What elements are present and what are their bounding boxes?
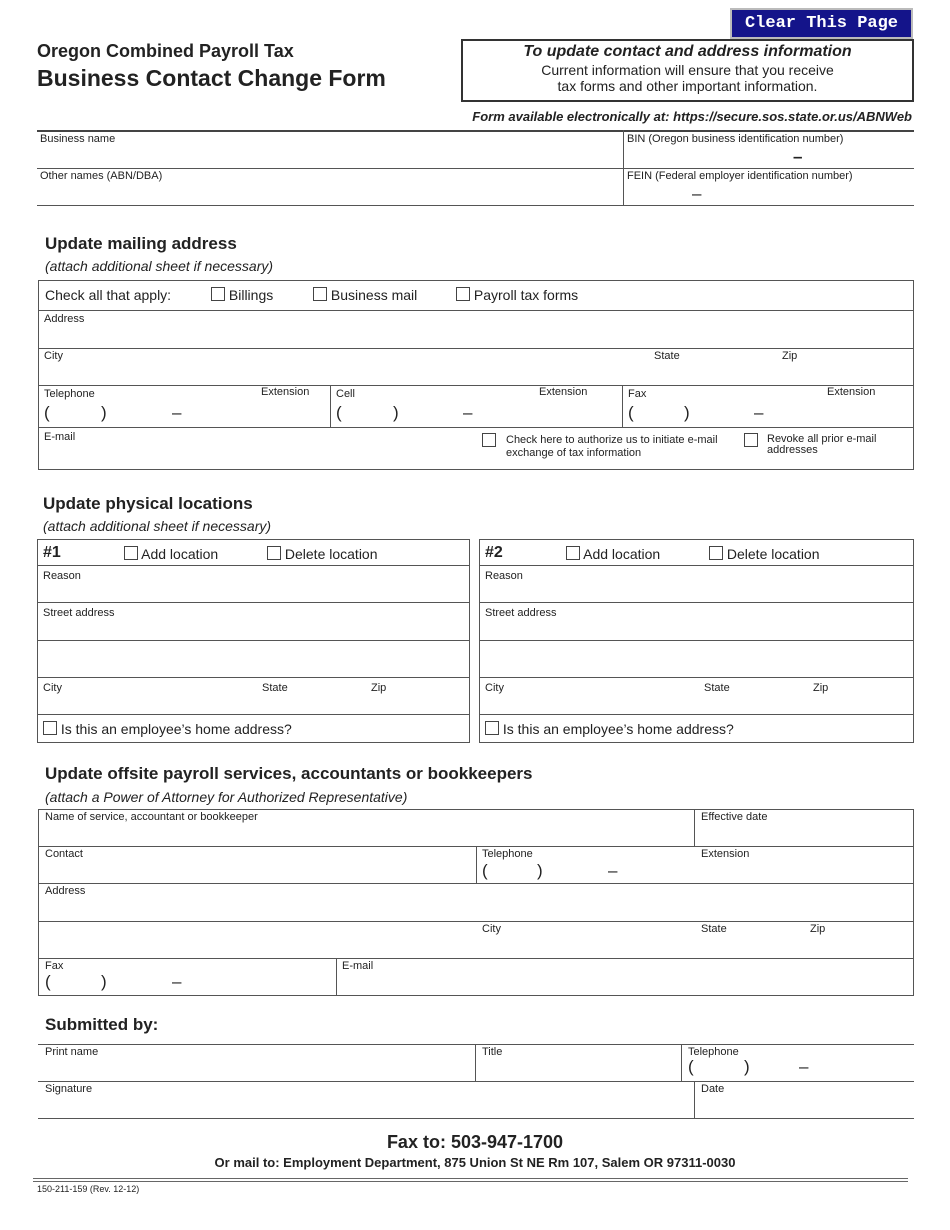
location-1-box (37, 539, 470, 743)
location-1-add-option[interactable] (124, 546, 218, 562)
close-paren: ) (101, 972, 107, 991)
offsite-telephone-label: Telephone (482, 848, 533, 860)
location-1-street-line2-field[interactable] (43, 644, 465, 674)
home-address-label: Is this an employee’s home address? (60, 721, 292, 737)
divider (37, 130, 914, 132)
divider (37, 602, 470, 603)
divider (38, 958, 914, 959)
mailing-zip-label: Zip (782, 350, 798, 362)
location-2-reason-field[interactable] (485, 584, 909, 600)
signature-field[interactable] (45, 1097, 689, 1116)
offsite-email-field[interactable] (342, 974, 910, 993)
location-1-city-state-zip-field[interactable] (43, 696, 465, 712)
mailing-state-label: State (654, 350, 680, 362)
close-paren: ) (101, 403, 107, 422)
fein-separator: – (692, 184, 702, 203)
clear-page-button[interactable]: Clear This Page (730, 8, 913, 39)
notice-line-2: tax forms and other important information. (557, 78, 818, 94)
submitter-telephone-field[interactable] (688, 1058, 910, 1079)
open-paren: ( (688, 1057, 694, 1076)
phone-dash: – (172, 403, 182, 422)
business-name-field[interactable] (40, 148, 618, 166)
open-paren: ( (628, 403, 634, 422)
mailing-address-label: Address (44, 313, 85, 325)
footer-rule (33, 1178, 908, 1179)
divider (681, 1044, 682, 1081)
effective-date-label: Effective date (701, 811, 768, 823)
offsite-city-label: City (482, 923, 501, 935)
divider (37, 714, 470, 715)
mailing-cell-extension-label: Extension (539, 386, 588, 398)
divider (479, 714, 914, 715)
divider (38, 427, 914, 428)
location-1-state-label: State (262, 682, 288, 694)
divider (37, 565, 470, 566)
offsite-section-subtitle: (attach a Power of Attorney for Authorized Representative) (45, 789, 408, 805)
fax-to-line: Fax to: 503-947-1700 (386, 1132, 564, 1152)
offsite-email-label: E-mail (342, 960, 374, 972)
location-1-street-label: Street address (43, 607, 115, 619)
date-field[interactable] (701, 1097, 910, 1116)
footer-rule (33, 1181, 908, 1182)
add-location-checkbox[interactable] (124, 546, 138, 560)
other-names-field[interactable] (40, 185, 618, 203)
divider (38, 883, 914, 884)
open-paren: ( (482, 861, 488, 880)
offsite-address-line2-field[interactable] (45, 925, 475, 955)
close-paren: ) (684, 403, 690, 422)
divider (694, 1081, 695, 1118)
payroll-forms-option[interactable] (456, 287, 578, 303)
notice-box (461, 39, 914, 102)
divider (37, 205, 914, 206)
other-names-label: Other names (ABN/DBA) (40, 170, 163, 182)
location-2-home-option[interactable] (485, 721, 734, 737)
home-address-checkbox[interactable] (485, 721, 499, 735)
divider (479, 565, 914, 566)
divider (694, 809, 695, 846)
notice-title: To update contact and address information (523, 43, 852, 60)
location-1-street-field[interactable] (43, 621, 465, 638)
location-2-street-label: Street address (485, 607, 557, 619)
divider (38, 1118, 914, 1119)
notice-line-1: Current information will ensure that you receive (541, 62, 834, 78)
open-paren: ( (336, 403, 342, 422)
delete-location-checkbox[interactable] (267, 546, 281, 560)
delete-location-label: Delete location (284, 546, 378, 562)
divider (475, 1044, 476, 1081)
divider (479, 602, 914, 603)
divider (38, 1044, 914, 1045)
agency-line: Oregon Combined Payroll Tax (37, 41, 294, 61)
location-2-street-field[interactable] (485, 621, 909, 638)
location-1-reason-label: Reason (43, 570, 81, 582)
submitted-section-title: Submitted by: (45, 1015, 159, 1034)
print-name-label: Print name (45, 1046, 99, 1058)
home-address-checkbox[interactable] (43, 721, 57, 735)
location-2-city-label: City (485, 682, 504, 694)
mailing-email-field[interactable] (44, 446, 474, 466)
mailing-city-field[interactable] (44, 364, 649, 383)
add-location-label: Add location (583, 546, 661, 562)
divider (38, 921, 914, 922)
location-2-number: #2 (485, 544, 503, 561)
offsite-fax-label: Fax (45, 960, 64, 972)
form-number: 150-211-159 (Rev. 12-12) (37, 1184, 140, 1194)
divider (336, 958, 337, 996)
phone-dash: – (463, 403, 473, 422)
divider (38, 1081, 914, 1082)
delete-location-label: Delete location (726, 546, 820, 562)
billings-checkbox[interactable] (211, 287, 225, 301)
phone-dash: – (799, 1057, 809, 1076)
authorize-email-label: Check here to authorize us to initiate e-mail exchange of tax information (506, 434, 718, 459)
business-mail-label: Business mail (330, 287, 418, 303)
divider (479, 640, 914, 641)
offsite-contact-label: Contact (45, 848, 83, 860)
offsite-name-field[interactable] (45, 825, 689, 844)
physical-section-subtitle: (attach additional sheet if necessary) (43, 518, 272, 534)
date-label: Date (701, 1083, 725, 1095)
divider (37, 640, 470, 641)
check-all-label: Check all that apply: (45, 287, 172, 303)
business-mail-option[interactable] (313, 287, 417, 303)
mailing-fax-label: Fax (628, 388, 647, 400)
offsite-telephone-field[interactable] (482, 861, 692, 881)
location-1-home-option[interactable] (43, 721, 292, 737)
offsite-address-field[interactable] (45, 899, 910, 919)
open-paren: ( (45, 972, 51, 991)
location-1-number: #1 (43, 544, 61, 561)
delete-location-checkbox[interactable] (709, 546, 723, 560)
mailing-state-field[interactable] (654, 364, 774, 383)
divider (623, 130, 624, 205)
location-1-city-label: City (43, 682, 62, 694)
electronic-form-note: Form available electronically at: https://secure.sos.state.or.us/ABNWeb (472, 109, 912, 124)
divider (38, 310, 914, 311)
payroll-forms-checkbox[interactable] (456, 287, 470, 301)
location-2-delete-option[interactable] (709, 546, 820, 562)
divider (479, 677, 914, 678)
location-2-reason-label: Reason (485, 570, 523, 582)
close-paren: ) (393, 403, 399, 422)
mailing-telephone-extension-label: Extension (261, 386, 310, 398)
billings-option[interactable] (211, 287, 273, 303)
close-paren: ) (744, 1057, 750, 1076)
form-title: Business Contact Change Form (37, 65, 386, 91)
mailing-zip-field[interactable] (782, 364, 910, 383)
location-2-add-option[interactable] (566, 546, 660, 562)
location-2-state-label: State (704, 682, 730, 694)
close-paren: ) (537, 861, 543, 880)
location-1-reason-field[interactable] (43, 584, 465, 600)
offsite-fax-field[interactable] (45, 973, 331, 993)
submitter-telephone-label: Telephone (688, 1046, 739, 1058)
offsite-zip-label: Zip (810, 923, 826, 935)
signature-label: Signature (45, 1083, 93, 1095)
mail-to-line: Or mail to: Employment Department, 875 Union St NE Rm 107, Salem OR 97311-0030 (214, 1155, 736, 1170)
mailing-cell-label: Cell (336, 388, 355, 400)
offsite-section-title: Update offsite payroll services, accountants or bookkeepers (45, 764, 533, 783)
submitter-title-label: Title (482, 1046, 503, 1058)
location-2-city-state-zip-field[interactable] (485, 696, 909, 712)
offsite-state-label: State (701, 923, 727, 935)
submitter-title-field[interactable] (482, 1060, 677, 1079)
location-2-zip-label: Zip (813, 682, 829, 694)
business-mail-checkbox[interactable] (313, 287, 327, 301)
authorize-email-checkbox[interactable] (482, 433, 496, 447)
physical-section-title: Update physical locations (43, 494, 253, 513)
divider (476, 846, 477, 883)
bin-label: BIN (Oregon business identification number) (627, 133, 844, 145)
phone-dash: – (172, 972, 182, 991)
payroll-forms-label: Payroll tax forms (473, 287, 579, 303)
mailing-cell-field[interactable] (336, 402, 618, 424)
mailing-city-label: City (44, 350, 63, 362)
location-1-delete-option[interactable] (267, 546, 378, 562)
bin-separator: – (793, 147, 803, 166)
add-location-checkbox[interactable] (566, 546, 580, 560)
open-paren: ( (44, 403, 50, 422)
offsite-name-label: Name of service, accountant or bookkeeper (45, 811, 258, 823)
offsite-extension-field[interactable] (701, 862, 910, 881)
offsite-city-state-zip-field[interactable] (482, 937, 910, 956)
revoke-email-checkbox[interactable] (744, 433, 758, 447)
revoke-email-label: Revoke all prior e-mail addresses (767, 433, 877, 456)
phone-dash: – (754, 403, 764, 422)
mailing-fax-extension-label: Extension (827, 386, 876, 398)
divider (37, 677, 470, 678)
offsite-contact-field[interactable] (45, 862, 471, 881)
fein-label: FEIN (Federal employer identification number) (627, 170, 853, 182)
mailing-address-field[interactable] (44, 327, 910, 346)
location-1-zip-label: Zip (371, 682, 387, 694)
mailing-fax-field[interactable] (628, 402, 910, 424)
location-2-box (479, 539, 914, 743)
divider (38, 348, 914, 349)
fein-field[interactable] (627, 185, 912, 203)
effective-date-field[interactable] (701, 825, 910, 844)
offsite-extension-label: Extension (701, 848, 750, 860)
phone-dash: – (608, 861, 618, 880)
business-name-label: Business name (40, 133, 116, 145)
mailing-telephone-field[interactable] (44, 402, 326, 424)
mailing-telephone-label: Telephone (44, 388, 95, 400)
mailing-section-title: Update mailing address (45, 234, 237, 253)
divider (37, 168, 914, 169)
divider (330, 385, 331, 427)
billings-label: Billings (228, 287, 274, 303)
mailing-section-subtitle: (attach additional sheet if necessary) (45, 258, 274, 274)
print-name-field[interactable] (45, 1060, 470, 1079)
offsite-address-label: Address (45, 885, 86, 897)
home-address-label: Is this an employee’s home address? (502, 721, 734, 737)
divider (38, 385, 914, 386)
divider (622, 385, 623, 427)
bin-field[interactable] (627, 148, 912, 166)
mailing-email-label: E-mail (44, 431, 76, 443)
add-location-label: Add location (141, 546, 219, 562)
location-2-street-line2-field[interactable] (485, 644, 909, 674)
